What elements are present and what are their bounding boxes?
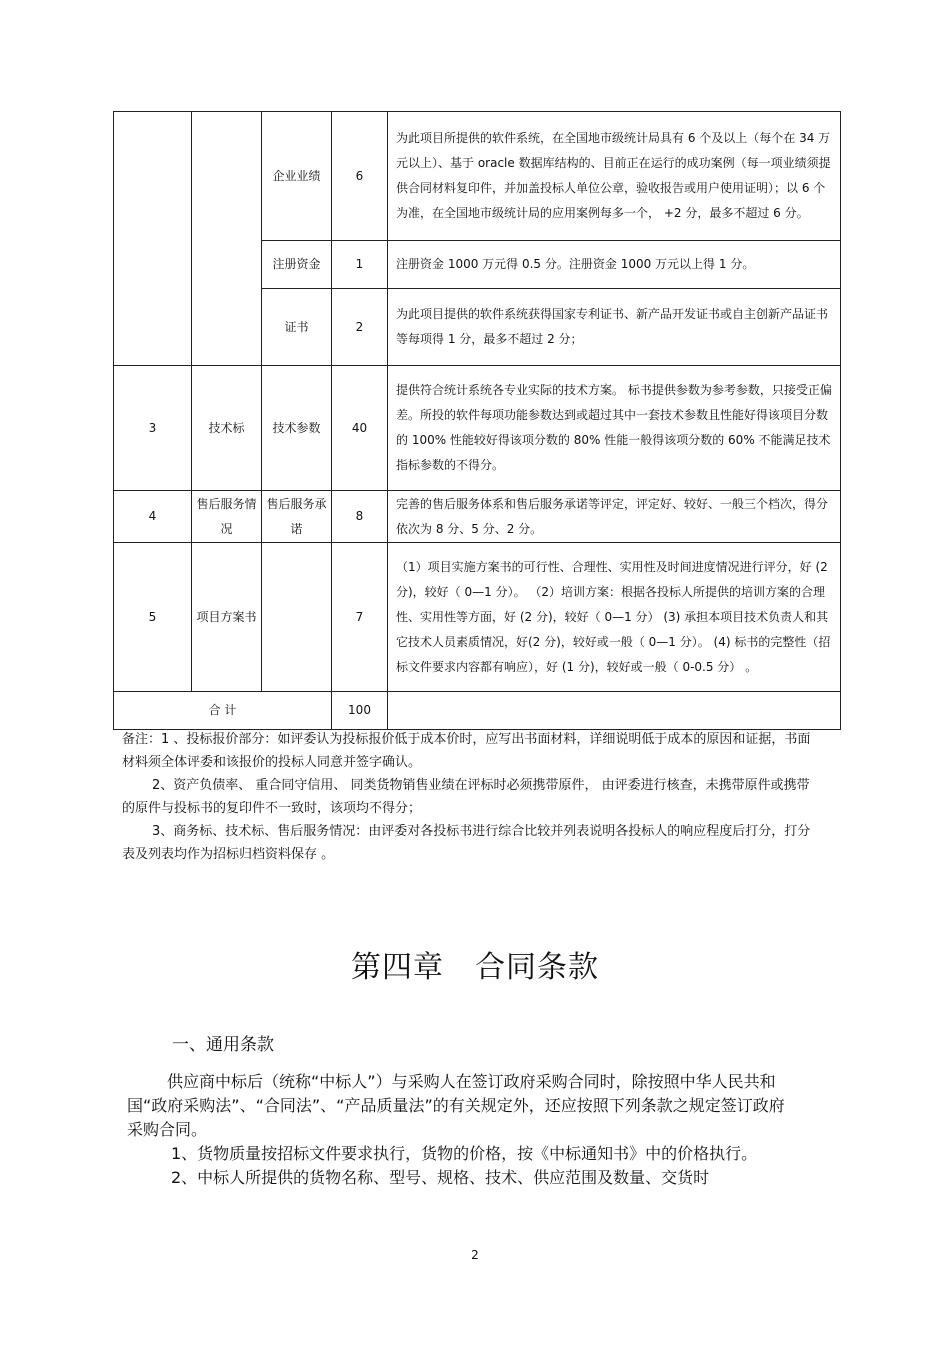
total-score: 100	[332, 692, 388, 730]
table-row	[114, 491, 841, 543]
notes-block	[122, 728, 822, 866]
row-number-cell: 3	[114, 366, 192, 491]
category-cell: 项目方案书	[192, 543, 262, 692]
criteria-cell: 为此项目提供的软件系统获得国家专利证书、新产品开发证书或自主创新产品证书等每项得 1 分，最多不超过 2 分；	[388, 289, 841, 366]
score-cell: 2	[332, 289, 388, 366]
item-cell: 售后服务承诺	[262, 491, 332, 543]
category-cell: 售后服务情况	[192, 491, 262, 543]
total-label: 合 计	[114, 692, 332, 730]
category-cell: 技术标	[192, 366, 262, 491]
score-cell: 1	[332, 241, 388, 289]
scoring-table	[113, 111, 841, 730]
page-number: 2	[471, 1248, 479, 1262]
empty-cell	[388, 692, 841, 730]
note-2: 2、资产负债率、 重合同守信用、 同类货物销售业绩在评标时必须携带原件， 由评委进行核查，未携带原件或携带的原件与投标书的复印件不一致时，该项均不得分；	[122, 778, 810, 816]
paragraph: 供应商中标后（统称“中标人”）与采购人在签订政府采购合同时，除按照中华人民共和国“政府采购法”、“合同法”、“产品质量法”的有关规定外，还应按照下列条款之规定签订政府采购合同。	[127, 1072, 785, 1139]
criteria-cell: 注册资金 1000 万元得 0.5 分。注册资金 1000 万元以上得 1 分。	[388, 241, 841, 289]
total-row	[114, 692, 841, 730]
score-cell: 6	[332, 112, 388, 241]
table-row	[114, 543, 841, 692]
table-row	[114, 366, 841, 491]
criteria-cell: 完善的售后服务体系和售后服务承诺等评定，评定好、较好、一般三个档次，得分依次为 8 分、5 分、2 分。	[388, 491, 841, 543]
criteria-cell: 为此项目所提供的软件系统，在全国地市级统计局具有 6 个及以上（每个在 34 万元以上）、基于 oracle 数据库结构的、目前正在运行的成功案例（每一项业绩须提供合同材料复印件，并加盖投标人单位公章，验收报告或用户使用证明）；以 6 个为准，在全国地市级统计局的应用案例每多一个， +2 分，最多不超过 6 分。	[388, 112, 841, 241]
paragraph: 2、中标人所提供的货物名称、型号、规格、技术、供应范围及数量、交货时	[171, 1168, 710, 1187]
item-cell: 注册资金	[262, 241, 332, 289]
paragraph: 1、货物质量按招标文件要求执行，货物的价格，按《中标通知书》中的价格执行。	[171, 1144, 758, 1163]
item-cell: 企业业绩	[262, 112, 332, 241]
note-3: 3、商务标、技术标、售后服务情况：由评委对各投标书进行综合比较并列表说明各投标人的响应程度后打分，打分表及列表均作为招标归档资料保存 。	[122, 824, 811, 862]
item-cell	[262, 543, 332, 692]
row-number-cell: 5	[114, 543, 192, 692]
row-number-cell	[114, 112, 192, 366]
table-row	[114, 112, 841, 241]
criteria-cell: 提供符合统计系统各专业实际的技术方案。 标书提供参数为参考参数，只接受正偏差。所投的软件每项功能参数达到或超过其中一套技术参数且性能好得该项目分数的 100% 性能较好得该项分数的 80% 性能一般得该项分数的 60% 不能满足技术指标参数的不得分。	[388, 366, 841, 491]
score-cell: 8	[332, 491, 388, 543]
row-number-cell: 4	[114, 491, 192, 543]
note-1: 备注：1 、投标报价部分：如评委认为投标报价低于成本价时，应写出书面材料，详细说明低于成本的原因和证据，书面材料须全体评委和该报价的投标人同意并签字确认。	[122, 732, 811, 770]
body-text	[127, 1070, 787, 1190]
chapter-title: 第四章 合同条款	[351, 950, 599, 985]
item-cell: 技术参数	[262, 366, 332, 491]
item-cell: 证书	[262, 289, 332, 366]
category-cell	[192, 112, 262, 366]
score-cell: 7	[332, 543, 388, 692]
score-cell: 40	[332, 366, 388, 491]
section-title: 一、通用条款	[172, 1035, 274, 1055]
criteria-cell: （1）项目实施方案书的可行性、合理性、实用性及时间进度情况进行评分，好 (2 分)，较好（ 0—1 分）。 （2）培训方案：根据各投标人所提供的培训方案的合理性、实用性等方面，好 (2 分)，较好（ 0—1 分） (3) 承担本项目技术负责人和其它技术人员素质情况，好(2 分)，较好或一般（ 0—1 分）。 (4) 标书的完整性（招标文件要求内容都有响应），好 (1 分)，较好或一般（ 0-0.5 分） 。	[388, 543, 841, 692]
